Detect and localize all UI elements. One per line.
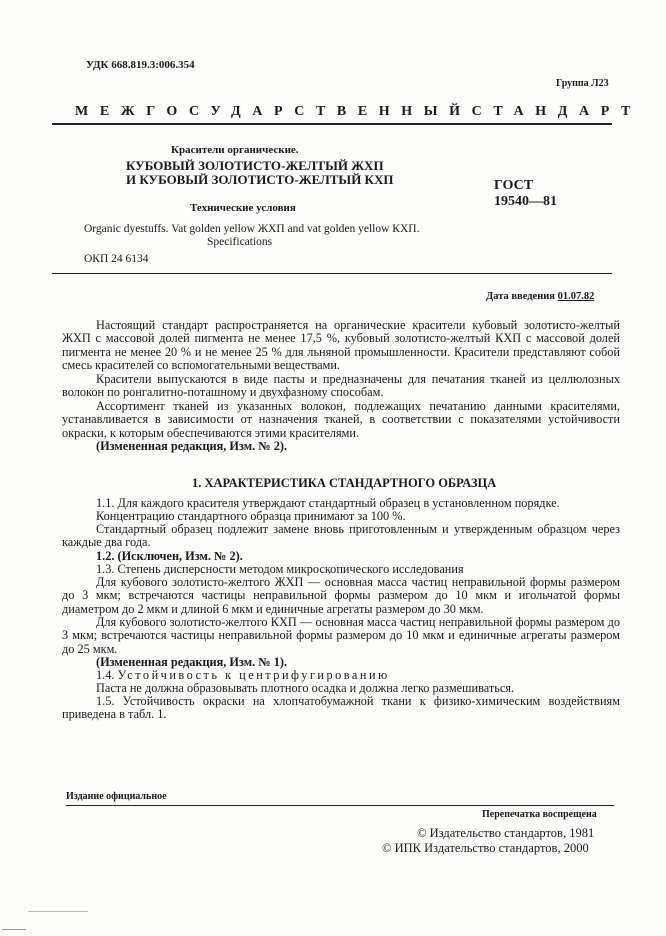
udk-code: УДК 668.819.3:006.354 [86,59,195,71]
title-line-3: И КУБОВЫЙ ЗОЛОТИСТО-ЖЕЛТЫЙ КХП [126,172,394,187]
title-line-1: Красители органические. [171,144,299,156]
title-block-rule [52,273,612,274]
date-label: Дата введения [486,291,555,302]
copyright-2000: © ИПК Издательство стандартов, 2000 [382,841,589,855]
title-line-4: Технические условия [190,202,296,214]
okp-code: ОКП 24 6134 [84,253,149,265]
intro-paragraph-1: Настоящий стандарт распространяется на органические красители кубовый золотисто-желтый ЖХП с массовой долей пигмента не менее 17,5 %, кубовый золотисто-желтый КХП с массовой долей пигмента не менее 20 % и не менее 25 % для льняной промышленности. Красители представляют собой смесь красителей со вспомогательными веществами. [62,318,620,373]
clause-1-3-zhkhp: Для кубового золотисто-желтого ЖХП — основная масса частиц неправильной формы размером до 3 мкм; встречаются частицы неправильной формы размером до 10 мкм и игольчатой формы диаметром до 2 мкм и длиной 6 мкм и единичные агрегаты размером до 30 мкм. [62,575,620,616]
reprint-prohibited-note: Перепечатка воспрещена [482,809,597,820]
copyright-1981: © Издательство стандартов, 1981 [417,826,595,840]
clause-1-4-text: Паста не должна образовывать плотного осадка и должна легко размешиваться. [96,681,515,695]
introduction-date [486,291,594,302]
clause-1-2: 1.2. (Исключен, Изм. № 2). [96,549,243,563]
clause-1-3-khp: Для кубового золотисто-желтого КХП — основная масса частиц неправильной формы размером до 3 мкм; встречаются частицы неправильной формы размером до 10 мкм и единичные агрегаты размером до 25 мкм. [62,615,620,656]
gost-label: ГОСТ [494,178,534,193]
clause-1-1-replacement: Стандартный образец подлежит замене вновь приготовленным и утвержденным образцом через каждые два года. [62,522,620,550]
intro-amendment-note: (Измененная редакция, Изм. № 2). [96,439,288,453]
footer-rule [66,805,614,806]
clause-1-1: 1.1. Для каждого красителя утверждают стандартный образец в установленном порядке. [96,496,560,510]
banner-word-standard: СТАНДАРТ [471,104,642,119]
scan-artifact-line [28,911,88,912]
clause-1-4-title: Устойчивость к центрифугированию [117,668,390,682]
title-line-2: КУБОВЫЙ ЗОЛОТИСТО-ЖЕЛТЫЙ ЖХП [126,158,384,173]
intro-paragraph-2: Красители выпускаются в виде пасты и предназначены для печатания тканей из целлюлозных волокон по ронгалитно-поташному и двухфазному способам. [62,372,620,400]
group-code: Группа Л23 [556,78,609,89]
date-value: 01.07.82 [557,291,595,302]
header-rule [52,123,612,125]
clause-1-3: 1.3. Степень дисперсности методом микроскопического исследования [96,562,464,576]
banner-word-interstate: МЕЖГОСУДАРСТВЕННЫЙ [75,104,472,119]
official-edition-note: Издание официальное [66,791,167,802]
english-title: Organic dyestuffs. Vat golden yellow ЖХП and vat golden yellow КХП. [84,223,420,235]
interstate-standard-banner [75,104,642,120]
clause-1-5: 1.5. Устойчивость окраски на хлопчатобумажной ткани к физико-химическим воздействиям приведена в табл. 1. [62,694,620,722]
clause-1-4-number: 1.4. [96,668,115,682]
intro-paragraph-3: Ассортимент тканей из указанных волокон, подлежащих печатанию данными красителями, устанавливается в зависимости от назначения тканей, в соответствии с показателями устойчивости окраски, к которым обеспечиваются этими красителями. [62,399,620,440]
gost-number: 19540—81 [494,194,557,209]
section-1-heading: 1. ХАРАКТЕРИСТИКА СТАНДАРТНОГО ОБРАЗЦА [192,476,497,490]
english-title-specifications: Specifications [207,236,273,248]
clause-1-3-amendment-note: (Измененная редакция, Изм. № 1). [96,655,288,669]
scan-artifact-mark [2,929,26,930]
clause-1-1-concentration: Концентрацию стандартного образца принимают за 100 %. [96,509,406,523]
